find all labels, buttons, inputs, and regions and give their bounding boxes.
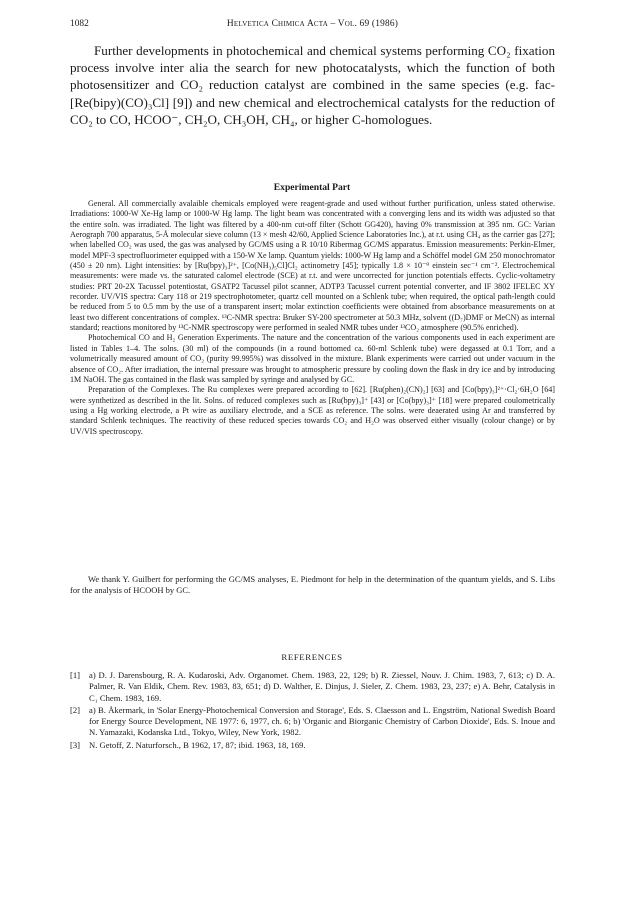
running-header <box>70 19 555 33</box>
reference-text: N. Getoff, Z. Naturforsch., B 1962, 17, 87; ibid. 1963, 18, 169. <box>89 739 306 750</box>
page-number: 1082 <box>70 19 89 29</box>
general-paragraph: General. All commercially avalaible chemicals employed were reagent-grade and used without further purification, unless stated otherwise. Irradiations: 1000-W Xe-Hg lamp or 1000-W Hg lamp. The light beam was concentrated with a converging lens and its width was adjusted so that the entire soln. was irradiated. The light was filtered by a 400-nm cut-off filter (Schott GG420), having 0% transmission at 395 nm. GC: Varian Aerograph 700 apparatus, 5-Å molecular sieve column (13 × mesh 42/60, Applied Science Laboratories Inc.), at r.t. using CH₄ as the carrier gas [27]; when labelled CO₂ was used, the gas was analysed by GC/MS using a R 10/10 Ribermag GC/MS apparatus. Emission measurements: Perkin-Elmer, model MPF-3 spectrofluorimeter equipped with a 150-W Xe lamp. Quantum yields: 1000-W Hg lamp and a Schöffel model GM 250 monochromator (450 ± 20 nm). Light intensities: by [Ru(bpy)₃]²⁺, [Co(NH₃)₅Cl]Cl₂ actinometry [45]; typically 1.8 × 10⁻⁹ einstein sec⁻¹ cm⁻². Electrochemical measurements: were made vs. the saturated calomel electrode (SCE) at r.t. and were uncorrected for junction potentials effects. Cyclic-voltametry studies: PRT 20-2X Tacussel potentiostat, GSATP2 Tacussel pilot scanner, ADTP3 Tacussel current potential converter, and IF 3802 IFELEC XY recorder. UV/VIS spectra: Cary 118 or 219 spectrophotometer, quartz cell mounted on a Schlenk tube; when required, the optical path-length could be reduced from 5 to 0.5 mm by the use of a transparent insert; molar extinction coefficients were obtained from absorbance measurements on at least two different concentrations of complex. ¹³C-NMR spectra: Bruker SY-200 spectrometer at 50.3 MHz, solvent ((D₇)DMF or MeCN) as internal standard; reactions monitored by ¹³C-NMR spectroscopy were performed in sealed NMR tubes under ¹³CO₂ atmosphere (90.5% enriched). <box>70 199 555 333</box>
preparation-paragraph: Preparation of the Complexes. The Ru complexes were prepared according to [62]. [Ru(phen)₂(CN)₂] [63] and [Co(bpy)₃]²⁺·Cl₂·6H₂O [64] were synthetized as described in the lit. Solns. of reduced complexes such as [Ru(bpy)₃]⁺ [43] or [Co(bpy)₃]⁺ [18] were prepared coulometrically using a Hg working electrode, a Pt wire as auxiliary electrode, and a SCE as reference. The solns. were deaerated using Ar and transferred by standard Schlenk techniques. The reactivity of these reduced species towards CO₂ and H₂O was observed either visually (colour change) or by UV/VIS spectroscopy. <box>70 385 555 436</box>
reference-text: a) B. Åkermark, in 'Solar Energy-Photochemical Conversion and Storage', Eds. S. Claesson and L. Engström, National Swedish Board for Energy Source Development, NE 1977: 6, 1977, ch. 6; b) 'Organic and Biorganic Chemistry of Carbon Dioxide', Eds. S. Inoue and N. Yamazaki, Kodanska Ltd., Tokyo, Wiley, New York, 1982. <box>89 704 555 738</box>
section-heading-experimental: Experimental Part <box>273 182 351 193</box>
references-list <box>70 670 555 752</box>
acknowledgement-paragraph: We thank Y. Guilbert for performing the GC/MS analyses, E. Piedmont for help in the determination of the quantum yields, and S. Libs for the analysis of HCOOH by GC. <box>70 574 555 596</box>
generation-experiments-paragraph: Photochemical CO and H₂ Generation Experiments. The nature and the concentration of the various components used in each experiment are listed in Tables 1–4. The solns. (30 ml) of the compounds (in a round bottomed ca. 60-ml Schlenk tube) were degassed at 0.1 Torr, and a volumetrically measured amount of CO₂ (purity 99.995%) was dissolved in the mixture. Blank experiments were carried out under vacuum in the absence of CO₂. After irradiation, the internal pressure was brought to atmospheric pressure by cooling down the flask in dry ice and by introducing 1M NaOH. The gas contained in the flask was sampled by syringe and analysed by GC. <box>70 333 555 384</box>
journal-title: Helvetica Chimica Acta – Vol. 69 (1986) <box>226 19 399 29</box>
reference-number: [3] <box>70 739 81 750</box>
references-heading: REFERENCES <box>281 652 343 662</box>
intro-paragraph: Further developments in photochemical and chemical systems performing CO₂ fixation process involve inter alia the search for new photocatalysts, which the function of both photosensitizer and CO₂ reduction catalyst are combined in the same species (e.g. fac-[Re(bipy)(CO)₃Cl] [9]) and new chemical and electrochemical catalysts for the reduction of CO₂ to CO, HCOO⁻, CH₂O, CH₃OH, CH₄, or higher C-homologues. <box>70 43 555 127</box>
reference-item <box>70 740 555 751</box>
reference-item <box>70 670 555 704</box>
reference-number: [1] <box>70 670 81 680</box>
reference-text: a) D. J. Darensbourg, R. A. Kudaroski, Adv. Organomet. Chem. 1983, 22, 129; b) R. Ziessel, Nouv. J. Chim. 1983, 7, 613; c) D. A. Palmer, R. Van Eldik, Chem. Rev. 1983, 83, 651; d) D. Walther, E. Dinjus, J. Sieler, Z. Chem. 1983, 23, 237; e) A. Behr, Catalysis in C₁ Chem. 1983, 169. <box>89 670 555 703</box>
reference-item <box>70 705 555 739</box>
reference-number: [2] <box>70 704 81 715</box>
experimental-section <box>70 199 555 437</box>
